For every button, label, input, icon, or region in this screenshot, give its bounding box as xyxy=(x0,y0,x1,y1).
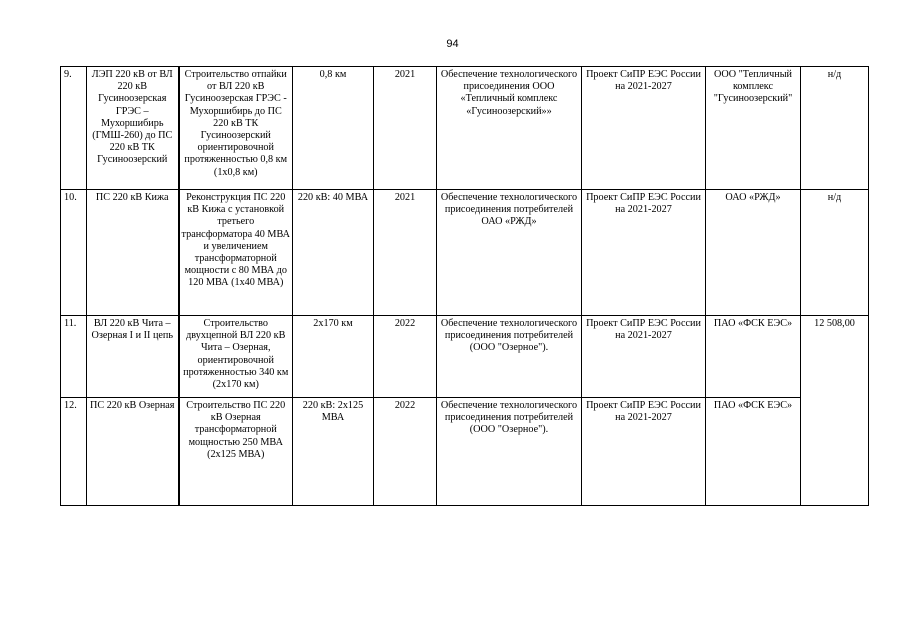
source-document: Проект СиПР ЕЭС России на 2021-2027 xyxy=(582,316,706,398)
row-number: 10. xyxy=(61,190,87,316)
cost: 12 508,00 xyxy=(801,316,869,506)
table-row xyxy=(61,190,869,316)
purpose: Обеспечение технологического присоединения потребителей ОАО «РЖД» xyxy=(437,190,582,316)
source-document: Проект СиПР ЕЭС России на 2021-2027 xyxy=(582,398,706,506)
table-row xyxy=(61,316,869,398)
cost: н/д xyxy=(801,67,869,190)
work-description: Строительство отпайки от ВЛ 220 кВ Гусиноозерская ГРЭС - Мухоршибирь до ПС 220 кВ ТК Гусиноозерский ориентировочной протяженностью 0,8 км (1х0,8 км) xyxy=(179,67,293,190)
purpose: Обеспечение технологического присоединения ООО «Тепличный комплекс «Гусиноозерский»» xyxy=(437,67,582,190)
work-description: Строительство ПС 220 кВ Озерная трансформаторной мощностью 250 МВА (2х125 МВА) xyxy=(179,398,293,506)
page-number: 94 xyxy=(446,38,459,50)
object-name: ВЛ 220 кВ Чита – Озерная I и II цепь xyxy=(87,316,179,398)
table-row xyxy=(61,67,869,190)
purpose: Обеспечение технологического присоединения потребителей (ООО "Озерное"). xyxy=(437,398,582,506)
capacity: 220 кВ: 40 МВА xyxy=(293,190,374,316)
row-number: 12. xyxy=(61,398,87,506)
owner: ПАО «ФСК ЕЭС» xyxy=(706,316,801,398)
cost: н/д xyxy=(801,190,869,316)
capacity: 220 кВ: 2х125 МВА xyxy=(293,398,374,506)
row-number: 9. xyxy=(61,67,87,190)
capacity: 0,8 км xyxy=(293,67,374,190)
owner: ПАО «ФСК ЕЭС» xyxy=(706,398,801,506)
source-document: Проект СиПР ЕЭС России на 2021-2027 xyxy=(582,190,706,316)
work-description: Строительство двухцепной ВЛ 220 кВ Чита – Озерная, ориентировочной протяженностью 340 км (2х170 км) xyxy=(179,316,293,398)
work-description: Реконструкция ПС 220 кВ Кижа с установкой третьего трансформатора 40 МВА и увеличением трансформаторной мощности с 80 МВА до 120 МВА (1х40 МВА) xyxy=(179,190,293,316)
object-name: ПС 220 кВ Озерная xyxy=(87,398,179,506)
object-name: ПС 220 кВ Кижа xyxy=(87,190,179,316)
owner: ООО "Тепличный комплекс "Гусиноозерский" xyxy=(706,67,801,190)
year: 2022 xyxy=(374,398,437,506)
capacity: 2х170 км xyxy=(293,316,374,398)
object-name: ЛЭП 220 кВ от ВЛ 220 кВ Гусиноозерская ГРЭС – Мухоршибирь (ГМШ-260) до ПС 220 кВ ТК Гусиноозерский xyxy=(87,67,179,190)
year: 2021 xyxy=(374,190,437,316)
purpose: Обеспечение технологического присоединения потребителей (ООО "Озерное"). xyxy=(437,316,582,398)
owner: ОАО «РЖД» xyxy=(706,190,801,316)
investment-projects-table xyxy=(60,66,869,506)
year: 2022 xyxy=(374,316,437,398)
source-document: Проект СиПР ЕЭС России на 2021-2027 xyxy=(582,67,706,190)
year: 2021 xyxy=(374,67,437,190)
table-row xyxy=(61,398,869,506)
row-number: 11. xyxy=(61,316,87,398)
